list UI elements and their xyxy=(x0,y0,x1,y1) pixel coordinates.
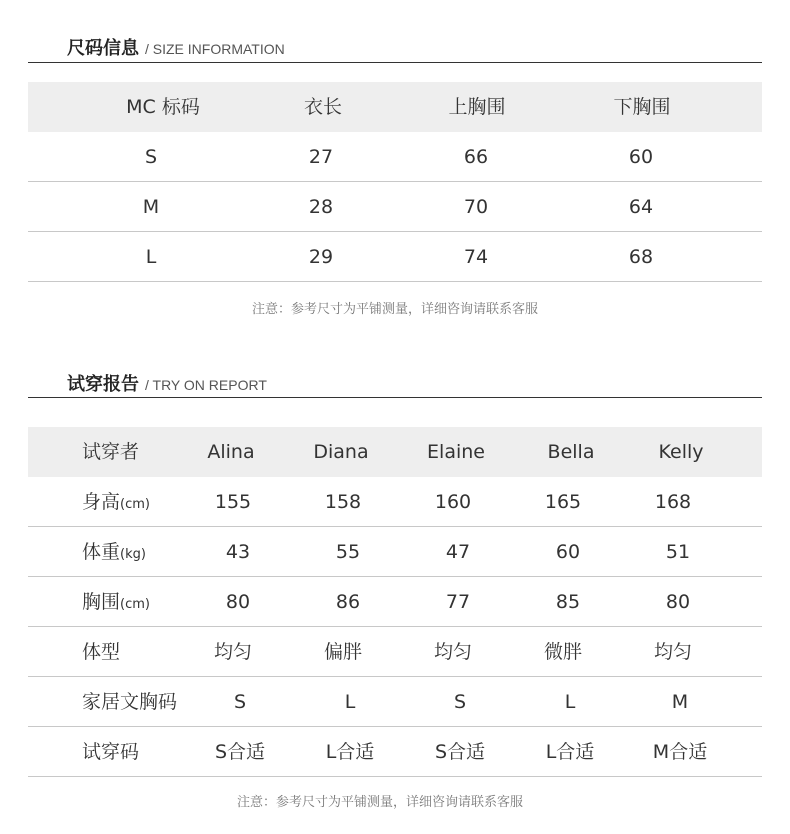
try-table-row xyxy=(28,677,762,727)
try-title-rule xyxy=(28,397,762,398)
try-cell: 均匀 xyxy=(213,641,253,663)
try-cell: S合适 xyxy=(214,741,266,763)
try-cell: 均匀 xyxy=(433,641,473,663)
size-cell: S xyxy=(144,146,158,168)
size-cell: M xyxy=(142,196,160,218)
size-header-cell: 衣长 xyxy=(303,96,343,118)
try-table-row xyxy=(28,577,762,627)
try-cell: 80 xyxy=(225,591,251,613)
try-cell: 微胖 xyxy=(543,641,583,663)
unit-label: (cm) xyxy=(120,597,150,612)
size-cell: 29 xyxy=(308,246,334,268)
size-cell: 70 xyxy=(463,196,489,218)
try-cell: 160 xyxy=(434,491,472,513)
size-cell: 27 xyxy=(308,146,334,168)
try-cell: 60 xyxy=(555,541,581,563)
size-header-cell: MC 标码 xyxy=(126,96,200,118)
size-table-row xyxy=(28,232,762,282)
try-row-label: 体型 xyxy=(82,641,121,663)
try-cell: 47 xyxy=(445,541,471,563)
size-table-row xyxy=(28,132,762,182)
try-cell: M xyxy=(671,691,689,713)
try-header-name: Alina xyxy=(207,441,255,463)
try-table-row xyxy=(28,477,762,527)
try-cell: 均匀 xyxy=(653,641,693,663)
try-row-label: 体重(kg) xyxy=(82,541,146,563)
size-header-cell: 上胸围 xyxy=(448,96,506,118)
try-header-name: Kelly xyxy=(658,441,704,463)
try-row-label: 胸围(cm) xyxy=(82,591,150,613)
try-cell: 155 xyxy=(214,491,252,513)
size-header-cell: 下胸围 xyxy=(613,96,671,118)
try-cell: L合适 xyxy=(325,741,375,763)
try-table-header-row xyxy=(28,427,762,477)
try-row-label: 身高(cm) xyxy=(82,491,150,513)
try-row-label: 家居文胸码 xyxy=(82,691,178,713)
try-cell: L xyxy=(344,691,356,713)
try-header-name: Diana xyxy=(313,441,369,463)
try-cell: S合适 xyxy=(434,741,486,763)
size-note: 注意：参考尺寸为平铺测量，详细咨询请联系客服 xyxy=(251,302,538,317)
try-cell: S xyxy=(233,691,247,713)
try-note: 注意：参考尺寸为平铺测量，详细咨询请联系客服 xyxy=(236,795,523,810)
size-cell: 66 xyxy=(463,146,489,168)
try-row-label: 试穿码 xyxy=(82,741,140,763)
size-table xyxy=(28,82,762,282)
size-title-cn: 尺码信息 xyxy=(67,38,139,59)
try-cell: 168 xyxy=(654,491,692,513)
unit-label: (kg) xyxy=(120,547,146,562)
size-title-rule xyxy=(28,62,762,63)
try-table-row xyxy=(28,627,762,677)
try-header-name: Elaine xyxy=(427,441,485,463)
try-header-name: Bella xyxy=(547,441,595,463)
size-cell: 74 xyxy=(463,246,489,268)
try-cell: 80 xyxy=(665,591,691,613)
try-cell: M合适 xyxy=(652,741,708,763)
try-cell: 55 xyxy=(335,541,361,563)
try-cell: 77 xyxy=(445,591,471,613)
size-cell: 64 xyxy=(628,196,654,218)
size-table-header-row xyxy=(28,82,762,132)
try-cell: 51 xyxy=(665,541,691,563)
try-header-label: 试穿者 xyxy=(82,441,140,463)
try-cell: L合适 xyxy=(545,741,595,763)
try-cell: 偏胖 xyxy=(323,641,363,663)
try-table-row xyxy=(28,727,762,777)
size-cell: 28 xyxy=(308,196,334,218)
try-title-cn: 试穿报告 xyxy=(67,374,139,395)
size-table-row xyxy=(28,182,762,232)
try-cell: 85 xyxy=(555,591,581,613)
try-cell: L xyxy=(564,691,576,713)
try-title-en: / TRY ON REPORT xyxy=(145,377,267,393)
try-cell: 165 xyxy=(544,491,582,513)
try-cell: S xyxy=(453,691,467,713)
unit-label: (cm) xyxy=(120,497,150,512)
try-cell: 158 xyxy=(324,491,362,513)
try-section-title xyxy=(67,370,267,396)
try-table-row xyxy=(28,527,762,577)
try-table xyxy=(28,427,762,777)
try-cell: 43 xyxy=(225,541,251,563)
size-cell: 68 xyxy=(628,246,654,268)
size-cell: 60 xyxy=(628,146,654,168)
size-cell: L xyxy=(145,246,157,268)
size-section-title xyxy=(67,34,285,60)
try-cell: 86 xyxy=(335,591,361,613)
size-title-en: / SIZE INFORMATION xyxy=(145,41,285,57)
